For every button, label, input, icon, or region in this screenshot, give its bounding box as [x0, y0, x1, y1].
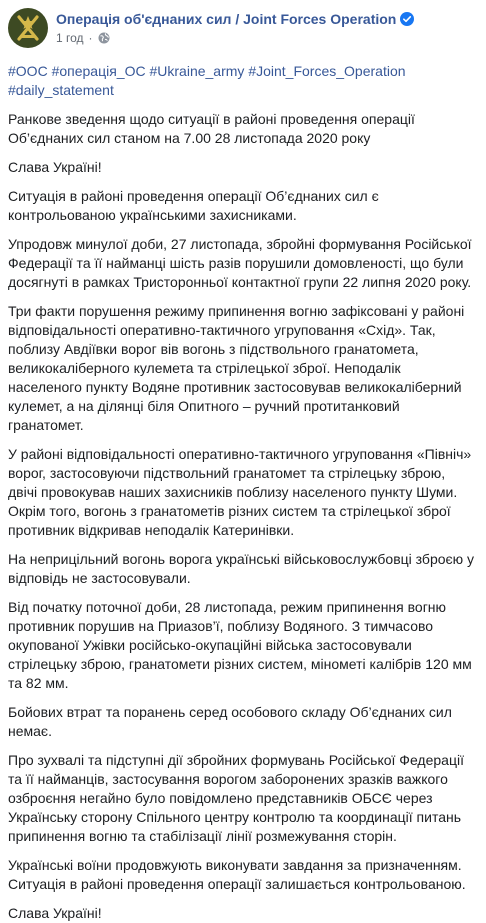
- post-paragraph: Упродовж минулої доби, 27 листопада, збройні формування Російської Федерації та її найманці шість разів порушили домовленості, що були досягнуті в рамках Тристоронньої контактної групи 22 липня 2020 року.: [8, 236, 472, 290]
- globe-icon[interactable]: [98, 32, 110, 44]
- verified-badge-icon: [400, 12, 414, 26]
- post-paragraph: Бойових втрат та поранень серед особового складу Об’єднаних сил немає.: [8, 704, 452, 739]
- post-paragraph: Ситуація в районі проведення операції Об’єднаних сил є контрольованою українськими захисниками.: [8, 188, 379, 223]
- post-paragraph: Від початку поточної доби, 28 листопада, режим припинення вогню противник порушив на Приазов’ї, поблизу Водяного. З тимчасово окупованої Ужівки російсько-окупаційні війська застосовували стрілецьку зброю, гранатомети різних систем, мінометі калібрів 120 мм та 82 мм.: [8, 599, 472, 691]
- post-paragraph: Про зухвалі та підступні дії збройних формувань Російської Федерації та її найманців, застосування ворогом заборонених зразків важкого озброєння негайно було повідомлено представників ОБСЄ через Українську сторону Спільного центру контролю та координації питань припинення вогню та стабілізації лінії розмежування сторін.: [8, 752, 464, 844]
- post-paragraph: Слава Україні!: [8, 905, 102, 921]
- hashtag-link[interactable]: #daily_statement: [8, 82, 114, 98]
- hashtag-link[interactable]: #ООС: [8, 63, 48, 79]
- hashtag-link[interactable]: #Joint_Forces_Operation: [248, 63, 406, 79]
- separator-dot: ·: [88, 31, 93, 45]
- post-paragraph: На неприцільний вогонь ворога українські військовослужбовці зброєю у відповідь не застосовували.: [8, 551, 475, 586]
- post-header: [8, 8, 478, 58]
- hashtag-link[interactable]: #Ukraine_army: [149, 63, 245, 79]
- post-subline: [56, 31, 414, 45]
- post-timestamp[interactable]: 1 год: [56, 31, 84, 45]
- post-paragraph: Три факти порушення режиму припинення вогню зафіксовані у районі відповідальності оперативно-тактичного угруповання «Схід». Так, поблизу Авдіївки ворог вів вогонь з підствольного гранатомета, великокаліберного кулемета та стрілецької зброї. Неподалік населеного пункту Водяне противник застосовував великокаліберний кулемет, а на ділянці біля Опитного – ручний протитанковий гранатомет.: [8, 303, 465, 433]
- post-body: [8, 62, 478, 923]
- post-paragraph: Слава Україні!: [8, 159, 102, 175]
- page-name-row: [56, 10, 414, 28]
- hashtag-list: [8, 62, 478, 100]
- post-paragraph: У районі відповідальності оперативно-тактичного угруповання «Північ» ворог, застосовуючи підствольний гранатомет та стрілецьку зброю, двічі провокував наших захисників поблизу населеного пункту Шуми. Окрім того, вогонь з гранатометів різних систем та стрілецької зброї противник відкривав неподалік Катеринівки.: [8, 446, 472, 538]
- hashtag-link[interactable]: #операція_ОС: [51, 63, 146, 79]
- page-avatar[interactable]: [8, 8, 48, 48]
- post-paragraph: Українські воїни продовжують виконувати завдання за призначенням. Ситуація в районі проведення операції залишається контрольованою.: [8, 857, 466, 892]
- post-paragraph-title: Ранкове зведення щодо ситуації в районі проведення операції Об’єднаних сил станом на 7.00 28 листопада 2020 року: [8, 111, 415, 146]
- post-meta: [56, 8, 414, 45]
- page-name-link[interactable]: Операція об'єднаних сил / Joint Forces Operation: [56, 11, 397, 27]
- joint-forces-emblem-icon: [8, 8, 48, 48]
